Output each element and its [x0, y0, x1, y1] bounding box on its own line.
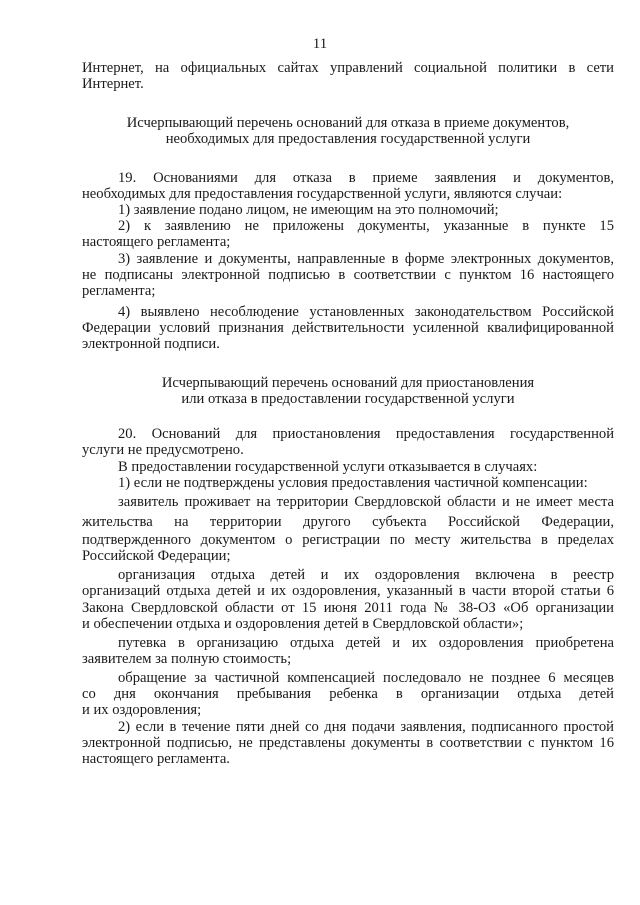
section-heading-line: необходимых для предоставления государственной услуги	[165, 131, 531, 147]
text-line: и их оздоровления;	[82, 702, 202, 718]
text-line: организаций отдыха детей и их оздоровления, указанный в части второй статьи 6	[82, 583, 614, 599]
text-line: необходимых для предоставления государственной услуги, являются случаи:	[82, 186, 563, 202]
text-line: электронной подписью, не представлены документы в соответствии с пунктом 16	[82, 735, 614, 751]
section-heading-line: Исчерпывающий перечень оснований для приостановления	[161, 375, 535, 391]
text-line: со дня окончания пребывания ребенка в организации отдыха детей	[82, 686, 614, 702]
section-heading-line: или отказа в предоставлении государственной услуги	[181, 391, 515, 407]
text-line: услуги не предусмотрено.	[82, 442, 244, 458]
text-line: В предоставлении государственной услуги отказывается в случаях:	[118, 459, 538, 475]
text-line: организация отдыха детей и их оздоровления включена в реестр	[118, 567, 614, 583]
text-line: 19. Основаниями для отказа в приеме заявления и документов,	[118, 170, 614, 186]
text-line: подтвержденного документом о регистрации по месту жительства в пределах	[82, 532, 614, 548]
text-line: заявитель проживает на территории Свердловской области и не имеет места	[118, 494, 614, 510]
text-line: путевка в организацию отдыха детей и их оздоровления приобретена	[118, 635, 614, 651]
text-line: Интернет.	[82, 76, 144, 92]
section-heading-line: Исчерпывающий перечень оснований для отказа в приеме документов,	[126, 115, 570, 131]
text-line: Интернет, на официальных сайтах управлений социальной политики в сети	[82, 60, 614, 76]
text-line: Закона Свердловской области от 15 июня 2011 года № 38-ОЗ «Об организации	[82, 600, 614, 616]
text-line: 1) заявление подано лицом, не имеющим на это полномочий;	[118, 202, 499, 218]
text-line: электронной подписи.	[82, 336, 220, 352]
text-line: жительства на территории другого субъекта Российской Федерации,	[82, 514, 614, 530]
text-line: 3) заявление и документы, направленные в форме электронных документов,	[118, 251, 614, 267]
text-line: настоящего регламента.	[82, 751, 230, 767]
text-line: заявителем за полную стоимость;	[82, 651, 292, 667]
text-line: 2) к заявлению не приложены документы, указанные в пункте 15	[118, 218, 614, 234]
text-line: не подписаны электронной подписью в соответствии с пунктом 16 настоящего	[82, 267, 614, 283]
text-line: Российской Федерации;	[82, 548, 231, 564]
text-line: настоящего регламента;	[82, 234, 231, 250]
text-line: 2) если в течение пяти дней со дня подачи заявления, подписанного простой	[118, 719, 614, 735]
text-line: и обеспечении отдыха и оздоровления детей в Свердловской области»;	[82, 616, 524, 632]
text-line: 20. Оснований для приостановления предоставления государственной	[118, 426, 614, 442]
text-line: обращение за частичной компенсацией последовало не позднее 6 месяцев	[118, 670, 614, 686]
text-line: 4) выявлено несоблюдение установленных законодательством Российской	[118, 304, 614, 320]
text-line: Федерации условий признания действительности усиленной квалифицированной	[82, 320, 614, 336]
page-number: 11	[312, 36, 328, 52]
text-line: регламента;	[82, 283, 156, 299]
text-line: 1) если не подтверждены условия предоставления частичной компенсации:	[118, 475, 588, 491]
